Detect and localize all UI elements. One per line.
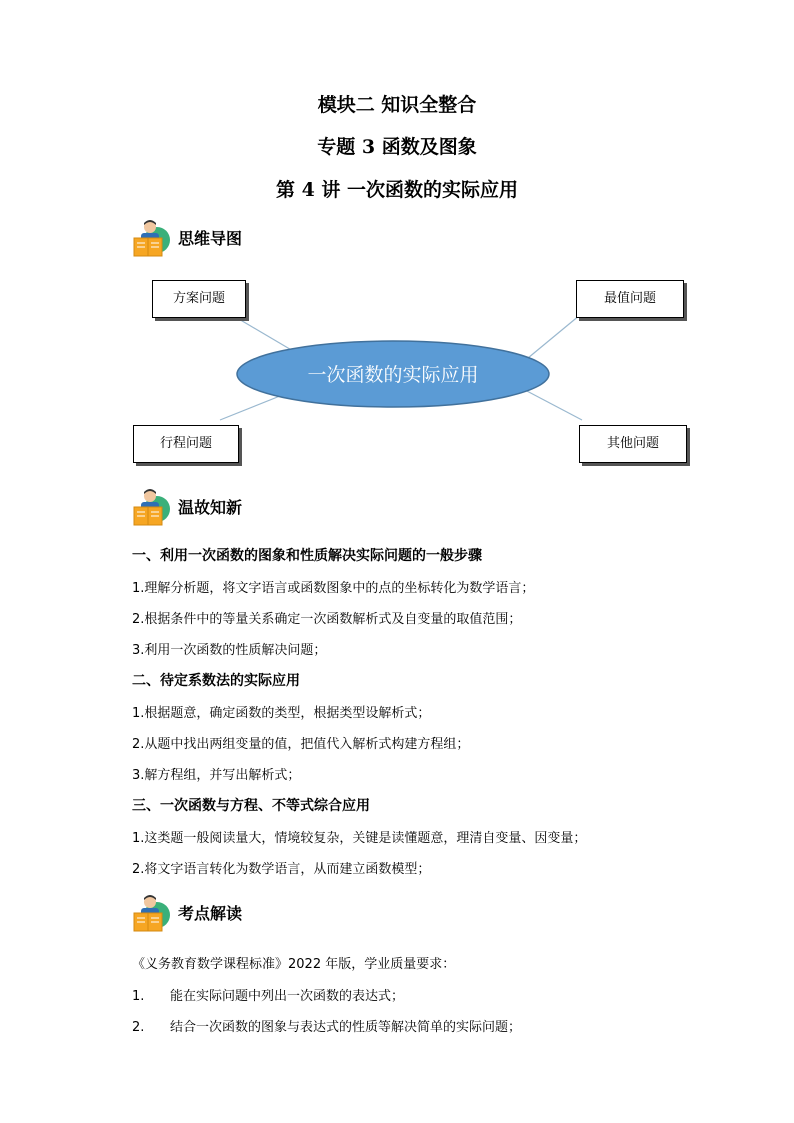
review-heading-2: 二、待定系数法的实际应用: [132, 673, 300, 689]
mindmap-node-other: 其他问题: [579, 425, 687, 463]
points-intro: 《义务教育数学课程标准》2022 年版，学业质量要求：: [132, 957, 456, 972]
review-item: 2.根据条件中的等量关系确定一次函数解析式及自变量的取值范围；: [132, 612, 522, 627]
section-points-label: 考点解读: [178, 904, 243, 923]
topic-title: 专题 3 函数及图象: [317, 136, 477, 158]
review-item: 2.将文字语言转化为数学语言，从而建立函数模型；: [132, 862, 431, 877]
student-reading-icon: [132, 487, 172, 527]
student-reading-icon: [132, 893, 172, 933]
review-item: 1.根据题意，确定函数的类型，根据类型设解析式；: [132, 706, 431, 721]
mindmap-center-label: 一次函数的实际应用: [307, 364, 479, 386]
module-title: 模块二 知识全整合: [317, 94, 477, 116]
review-item: 1.理解分析题，将文字语言或函数图象中的点的坐标转化为数学语言；: [132, 581, 535, 596]
section-review-label: 温故知新: [178, 498, 243, 517]
review-item: 2.从题中找出两组变量的值，把值代入解析式构建方程组；: [132, 737, 470, 752]
mindmap-node-plan: 方案问题: [152, 280, 246, 318]
points-item: 2. 结合一次函数的图象与表达式的性质等解决简单的实际问题；: [132, 1020, 522, 1035]
review-heading-3: 三、一次函数与方程、不等式综合应用: [132, 798, 370, 814]
review-heading-1: 一、利用一次函数的图象和性质解决实际问题的一般步骤: [132, 548, 482, 564]
points-item: 1. 能在实际问题中列出一次函数的表达式；: [132, 989, 405, 1004]
student-reading-icon: [132, 218, 172, 258]
review-item: 1.这类题一般阅读量大，情境较复杂，关键是读懂题意，理清自变量、因变量；: [132, 831, 587, 846]
mindmap-node-travel: 行程问题: [133, 425, 239, 463]
lecture-title: 第 4 讲 一次函数的实际应用: [275, 179, 519, 201]
mindmap-node-max-min: 最值问题: [576, 280, 684, 318]
mindmap: [120, 270, 700, 470]
review-item: 3.解方程组，并写出解析式；: [132, 768, 301, 783]
section-mindmap-label: 思维导图: [178, 229, 243, 248]
review-item: 3.利用一次函数的性质解决问题；: [132, 643, 327, 658]
